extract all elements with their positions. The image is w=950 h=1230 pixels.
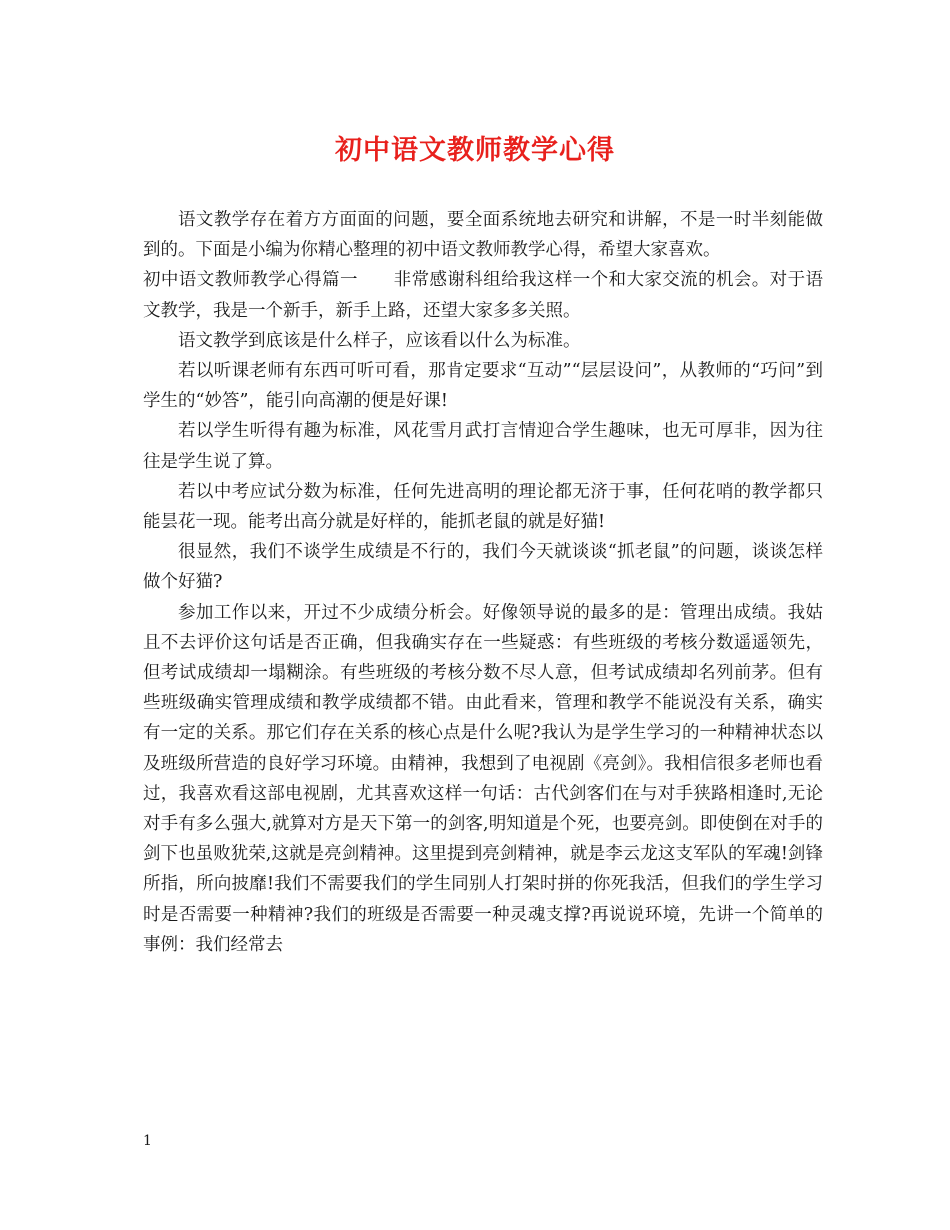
document-body xyxy=(143,205,823,960)
paragraph: 很显然，我们不谈学生成绩是不行的，我们今天就谈谈“抓老鼠”的问题，谈谈怎样做个好猫? xyxy=(143,542,823,593)
paragraph: 初中语文教师教学心得篇一 非常感谢科组给我这样一个和大家交流的机会。对于语文教学，我是一个新手，新手上路，还望大家多多关照。 xyxy=(143,270,823,321)
paragraph: 若以中考应试分数为标准，任何先进高明的理论都无济于事，任何花哨的教学都只能昙花一现。能考出高分就是好样的，能抓老鼠的就是好猫! xyxy=(143,481,823,533)
paragraph: 语文教学到底该是什么样子，应该看以什么为标准。 xyxy=(178,330,581,351)
page-number: 1 xyxy=(143,1133,152,1149)
page-title: 初中语文教师教学心得 xyxy=(335,135,615,166)
paragraph: 参加工作以来，开过不少成绩分析会。好像领导说的最多的是：管理出成绩。我姑且不去评价这句话是否正确，但我确实存在一些疑惑：有些班级的考核分数遥遥领先，但考试成绩却一塌糊涂。有些班级的考核分数不尽人意，但考试成绩却名列前茅。但有些班级确实管理成绩和教学成绩都不错。由此看来，管理和教学不能说没有关系，确实有一定的关系。那它们存在关系的核心点是什么呢?我认为是学生学习的一种精神状态以及班级所营造的良好学习环境。由精神，我想到了电视剧《亮剑》。我相信很多老师也看过，我喜欢看这部电视剧，尤其喜欢这样一句话：古代剑客们在与对手狭路相逢时,无论对手有多么强大,就算对方是天下第一的剑客,明知道是个死，也要亮剑。即使倒在对手的剑下也虽败犹荣,这就是亮剑精神。这里提到亮剑精神，就是李云龙这支军队的军魂!剑锋所指，所向披靡!我们不需要我们的学生同别人打架时拼的你死我活，但我们的学生学习时是否需要一种精神?我们的班级是否需要一种灵魂支撑?再说说环境，先讲一个简单的事例：我们经常去 xyxy=(143,602,823,955)
paragraph: 若以听课老师有东西可听可看，那肯定要求“互动”“层层设问”，从教师的“巧问”到学生的“妙答”，能引向高潮的便是好课! xyxy=(143,361,823,412)
paragraph: 语文教学存在着方方面面的问题，要全面系统地去研究和讲解，不是一时半刻能做到的。下面是小编为你精心整理的初中语文教师教学心得，希望大家喜欢。 xyxy=(143,210,823,261)
paragraph: 若以学生听得有趣为标准，风花雪月武打言情迎合学生趣味，也无可厚非，因为往往是学生说了算。 xyxy=(143,421,823,472)
